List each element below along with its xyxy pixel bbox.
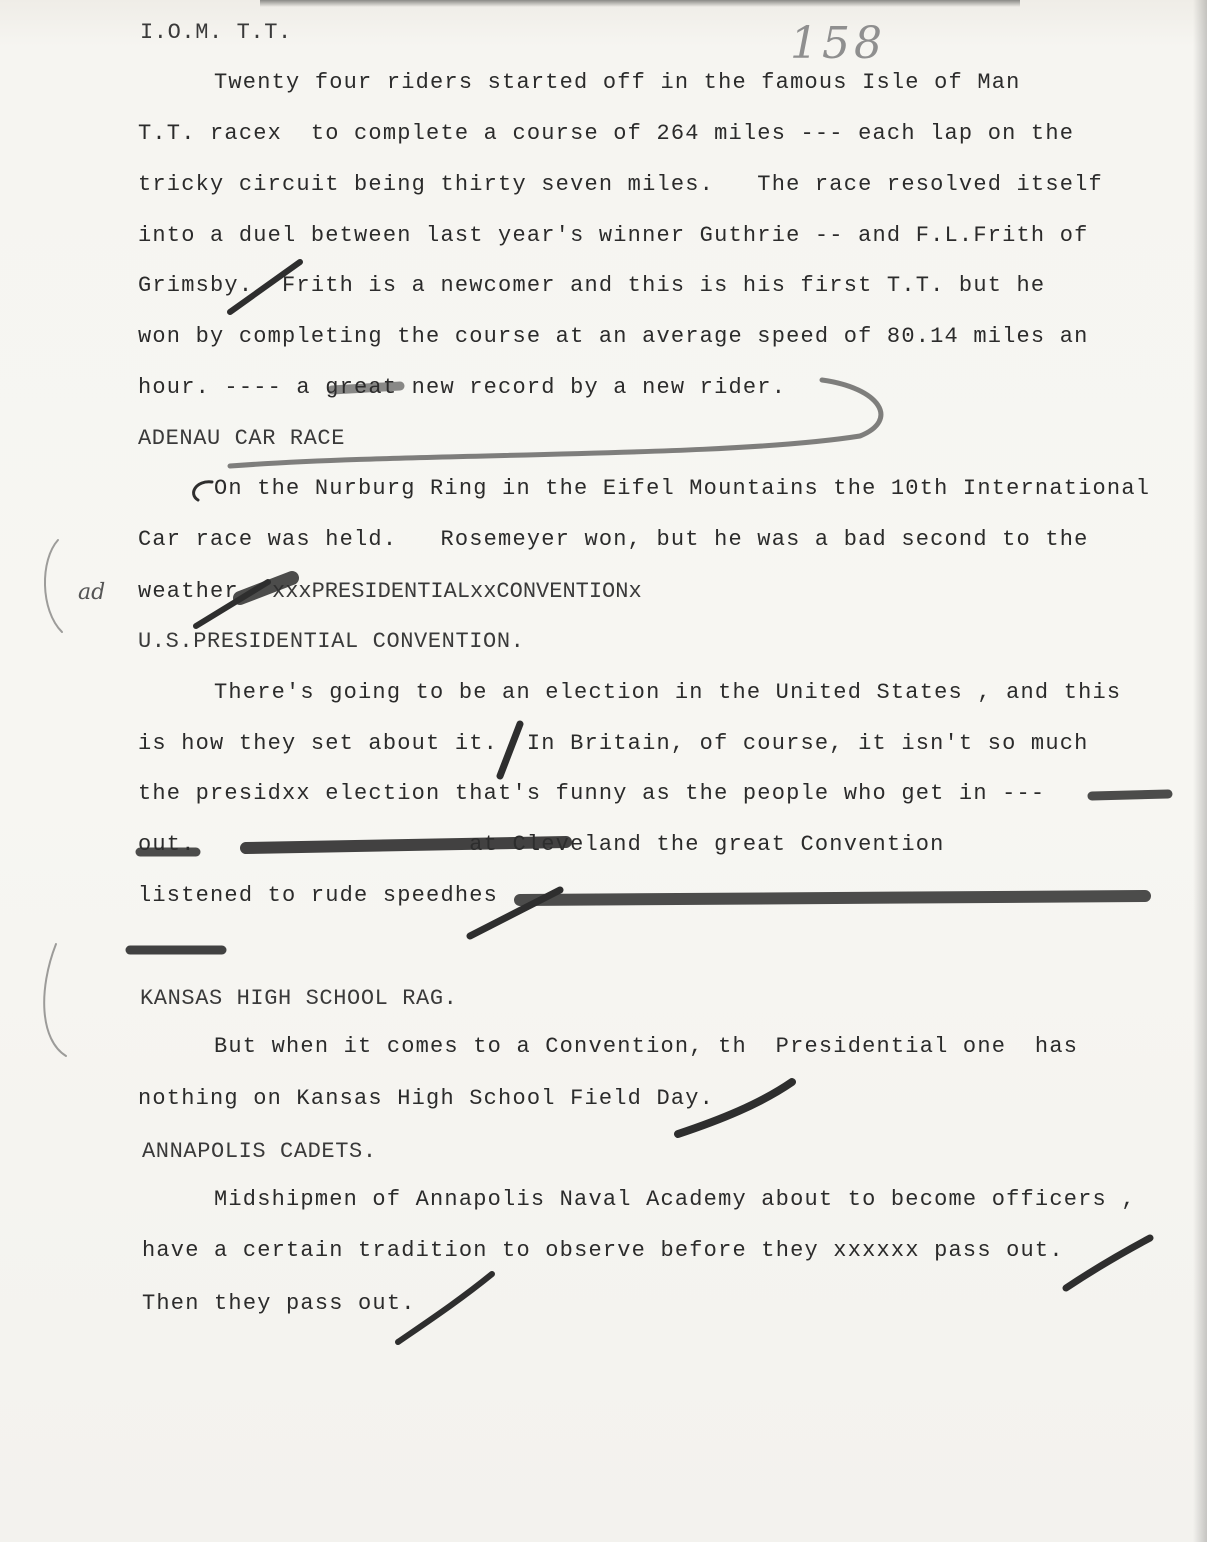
iom-line-3: tricky circuit being thirty seven miles. The race resolved itself — [138, 172, 1103, 197]
iom-line-2: T.T. racex to complete a course of 264 miles --- each lap on the — [138, 121, 1075, 146]
iom-line-5: Grimsby. Frith is a newcomer and this is his first T.T. but he — [138, 273, 1046, 298]
convention-line-3: the presidxx election that's funny as the people who get in --- — [138, 781, 1060, 806]
iom-line-7: hour. ---- a great new record by a new rider. — [138, 375, 787, 400]
scan-top-shadow — [260, 0, 1020, 7]
iom-line-4: into a duel between last year's winner Guthrie -- and F.L.Frith of — [138, 223, 1089, 248]
convention-line-4: out. at Cleveland the great Convention — [138, 832, 945, 857]
annapolis-line-1: Midshipmen of Annapolis Naval Academy about to become officers , — [214, 1187, 1136, 1212]
adenau-line-3: weather — [138, 579, 239, 604]
annapolis-line-3: Then they pass out. — [142, 1291, 416, 1316]
adenau-line-1: On the Nurburg Ring in the Eifel Mountains the 10th International — [214, 476, 1151, 501]
kansas-line-2: nothing on Kansas High School Field Day. — [138, 1086, 715, 1111]
adenau-line-2: Car race was held. Rosemeyer won, but he was a bad second to the — [138, 527, 1089, 552]
page-number: 158 — [790, 18, 886, 69]
kansas-heading: KANSAS HIGH SCHOOL RAG. — [140, 986, 458, 1011]
iom-line-1: Twenty four riders started off in the famous Isle of Man — [214, 70, 1021, 95]
annapolis-line-2: have a certain tradition to observe before they xxxxxx pass out. — [142, 1238, 1064, 1263]
margin-note: ad — [78, 580, 106, 605]
iom-line-6: won by completing the course at an average speed of 80.14 miles an — [138, 324, 1089, 349]
document-code: I.O.M. T.T. — [140, 20, 292, 45]
convention-line-5: listened to rude speedhes — [138, 883, 499, 908]
adenau-heading: ADENAU CAR RACE — [138, 426, 346, 451]
convention-heading: U.S.PRESIDENTIAL CONVENTION. — [138, 629, 525, 654]
kansas-line-1: But when it comes to a Convention, th Presidential one has — [214, 1034, 1079, 1059]
struck-through-text: xxxPRESIDENTIALxxCONVENTIONx — [272, 579, 642, 604]
annapolis-heading: ANNAPOLIS CADETS. — [142, 1139, 377, 1164]
convention-line-2: is how they set about it. In Britain, of course, it isn't so much — [138, 731, 1089, 756]
convention-line-1: There's going to be an election in the United States , and this — [214, 680, 1122, 705]
scan-right-edge — [1193, 0, 1207, 1542]
